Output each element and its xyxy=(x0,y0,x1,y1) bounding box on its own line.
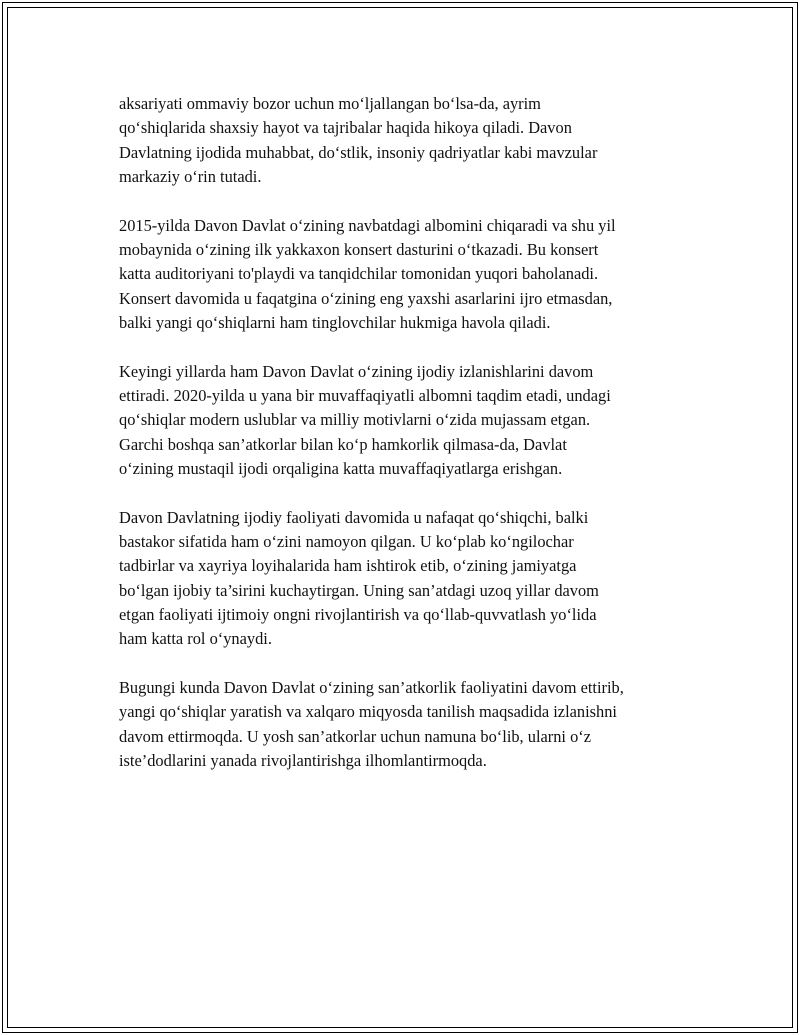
paragraph-4: Davon Davlatning ijodiy faoliyati davomida u nafaqat qo‘shiqchi, balki bastakor sifatida ham o‘zini namoyon qilgan. U ko‘plab ko‘ngilochar tadbirlar va xayriya loyihalarida ham ishtirok etib, o‘zining jamiyatga bo‘lgan ijobiy ta’sirini kuchaytirgan. Uning san’atdagi uzoq yillar davom etgan faoliyati ijtimoiy ongni rivojlantirish va qo‘llab-quvvatlash yo‘lida ham katta rol o‘ynaydi. xyxy=(119,507,599,649)
paragraph-1: aksariyati ommaviy bozor uchun mo‘ljallangan bo‘lsa-da, ayrim qo‘shiqlarida shaxsiy hayot va tajribalar haqida hikoya qiladi. Davon Davlatning ijodida muhabbat, do‘stlik, insoniy qadriyatlar kabi mavzular markaziy o‘rin tutadi. xyxy=(119,94,598,186)
paragraph-2: 2015-yilda Davon Davlat o‘zining navbatdagi albomini chiqaradi va shu yil mobaynida o‘zining ilk yakkaxon konsert dasturini o‘tkazadi. Bu konsert katta auditoriyani to'playdi va tanqidchilar tomonidan yuqori baholanadi. Konsert davomida u faqatgina o‘zining eng yaxshi asarlarini ijro etmasdan, balki yangi qo‘shiqlarni ham tinglovchilar hukmiga havola qiladi. xyxy=(119,215,616,332)
paragraph-3: Keyingi yillarda ham Davon Davlat o‘zining ijodiy izlanishlarini davom ettiradi. 2020-yilda u yana bir muvaffaqiyatli albomni taqdim etadi, undagi qo‘shiqlar modern uslublar va milliy motivlarni o‘zida mujassam etgan. Garchi boshqa san’atkorlar bilan ko‘p hamkorlik qilmasa-da, Davlat o‘zining mustaqil ijodi orqaligina katta muvaffaqiyatlarga erishgan. xyxy=(119,361,611,478)
document-body xyxy=(119,92,709,798)
paragraph-5: Bugungi kunda Davon Davlat o‘zining san’atkorlik faoliyatini davom ettirib, yangi qo‘shiqlar yaratish va xalqaro miqyosda tanilish maqsadida izlanishni davom ettirmoqda. U yosh san’atkorlar uchun namuna bo‘lib, ularni o‘z iste’dodlarini yanada rivojlantirishga ilhomlantirmoqda. xyxy=(119,677,624,770)
